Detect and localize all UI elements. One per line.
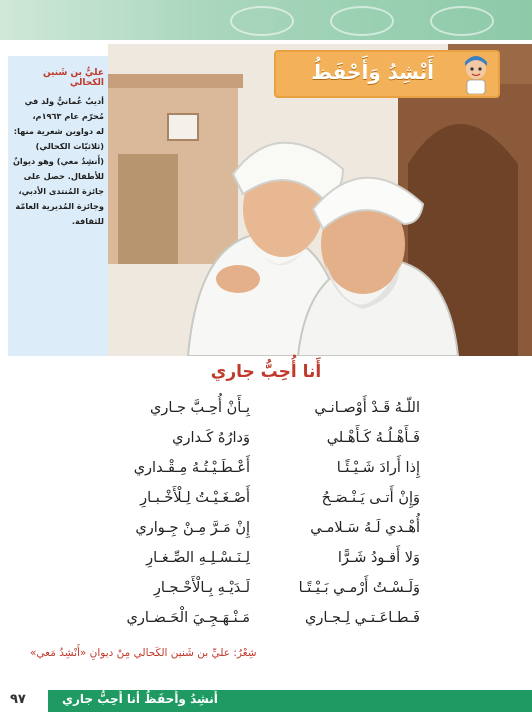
poem-verse (100, 460, 440, 486)
top-decorative-band (0, 0, 532, 40)
bio-line: للأطفال. حصل على (23, 171, 104, 181)
verse-second-hemistich: لَـدَيْـهِ بِـالْأَحْـجـارِ (153, 580, 250, 596)
verse-first-hemistich: إِذا أَرادَ شَـيْـئًـا (336, 460, 420, 476)
verse-second-hemistich: إِنْ مَـرَّ مِـنْ جِـواري (135, 520, 250, 536)
page-number: ٩٧ (10, 692, 26, 707)
poem-verse (100, 400, 440, 426)
section-title-box (274, 50, 500, 98)
swirl-ornament (430, 6, 494, 36)
bio-line: جائزة المُنتدى الأدبي، (18, 186, 104, 196)
section-title: أَنْشِدُ وَأَحْفَظُ (311, 60, 434, 84)
verse-first-hemistich: وَلَـسْـتُ أَرْمـي بَـيْـتًـا (298, 580, 420, 596)
student-mascot-icon (456, 54, 496, 94)
bio-line: (أَنشِدُ معي) وهو ديوانٌ (12, 156, 104, 166)
verse-first-hemistich: اللّـهُ قَـدْ أَوْصـانـي (314, 400, 420, 416)
verse-second-hemistich: أَعْـطَـيْـتُـهُ مِـقْـداري (133, 460, 250, 476)
poem-verse (100, 520, 440, 546)
swirl-ornament (230, 6, 294, 36)
footer-section-label: أَنشِدُ وأَحفَظُ أنا أُحِبُّ جاري (62, 692, 218, 706)
poem-title: أَنا أُحِبُّ جاري (210, 362, 322, 382)
bio-line: للثقافة. (71, 216, 104, 226)
author-bio (12, 68, 104, 229)
poem-credit: شِعْرُ: عليِّ بن شَنين الكَحالي مِنْ ديوانِ «أَنْشِدُ مَعي» (30, 647, 257, 659)
poem-verse (100, 580, 440, 606)
bio-line: وجائزة المُديرية العامّة (15, 201, 104, 211)
verse-second-hemistich: وَدارُهُ كَـداري (172, 430, 250, 446)
verse-second-hemistich: مَـنْـهَـجِـيَ الْحَـضـاري (126, 610, 250, 626)
poem-verse (100, 610, 440, 636)
verse-first-hemistich: أُهْـدي لَـهُ سَـلامـي (310, 520, 420, 536)
bio-line: مُحرّم عام ١٩٦٣م، (32, 111, 104, 121)
bio-line: (ثلاثيّات الكحالي) (35, 141, 104, 151)
poem-verse (100, 490, 440, 516)
verse-first-hemistich: فَـطـاعَـتـي لِـجـاري (304, 610, 420, 626)
verse-first-hemistich: فَـأَهْـلُـهُ كَـأَهْـلي (326, 430, 420, 446)
author-name: عليُّ بن شَنين الكحالي (43, 68, 104, 88)
bio-line: أديبٌ عُمانيٌّ ولد في (24, 96, 104, 106)
verse-second-hemistich: بِـأَنْ أُحِـبَّ جـاري (149, 400, 250, 416)
bio-line: له دواوين شعرية منها: (13, 126, 104, 136)
verse-second-hemistich: أَصْـغَـيْـتُ لِـلْأَخْـبـارِ (140, 490, 250, 506)
verse-first-hemistich: وَإِنْ أَتـى يَـنْـصَـحُ (321, 490, 420, 506)
poem-verse (100, 550, 440, 576)
verse-second-hemistich: لِـنَـسْـلِـهِ الصِّـغـارِ (146, 550, 250, 566)
poem-verse (100, 430, 440, 456)
verse-first-hemistich: وَلا أَقـودُ شَـرًّا (337, 550, 420, 566)
swirl-ornament (330, 6, 394, 36)
